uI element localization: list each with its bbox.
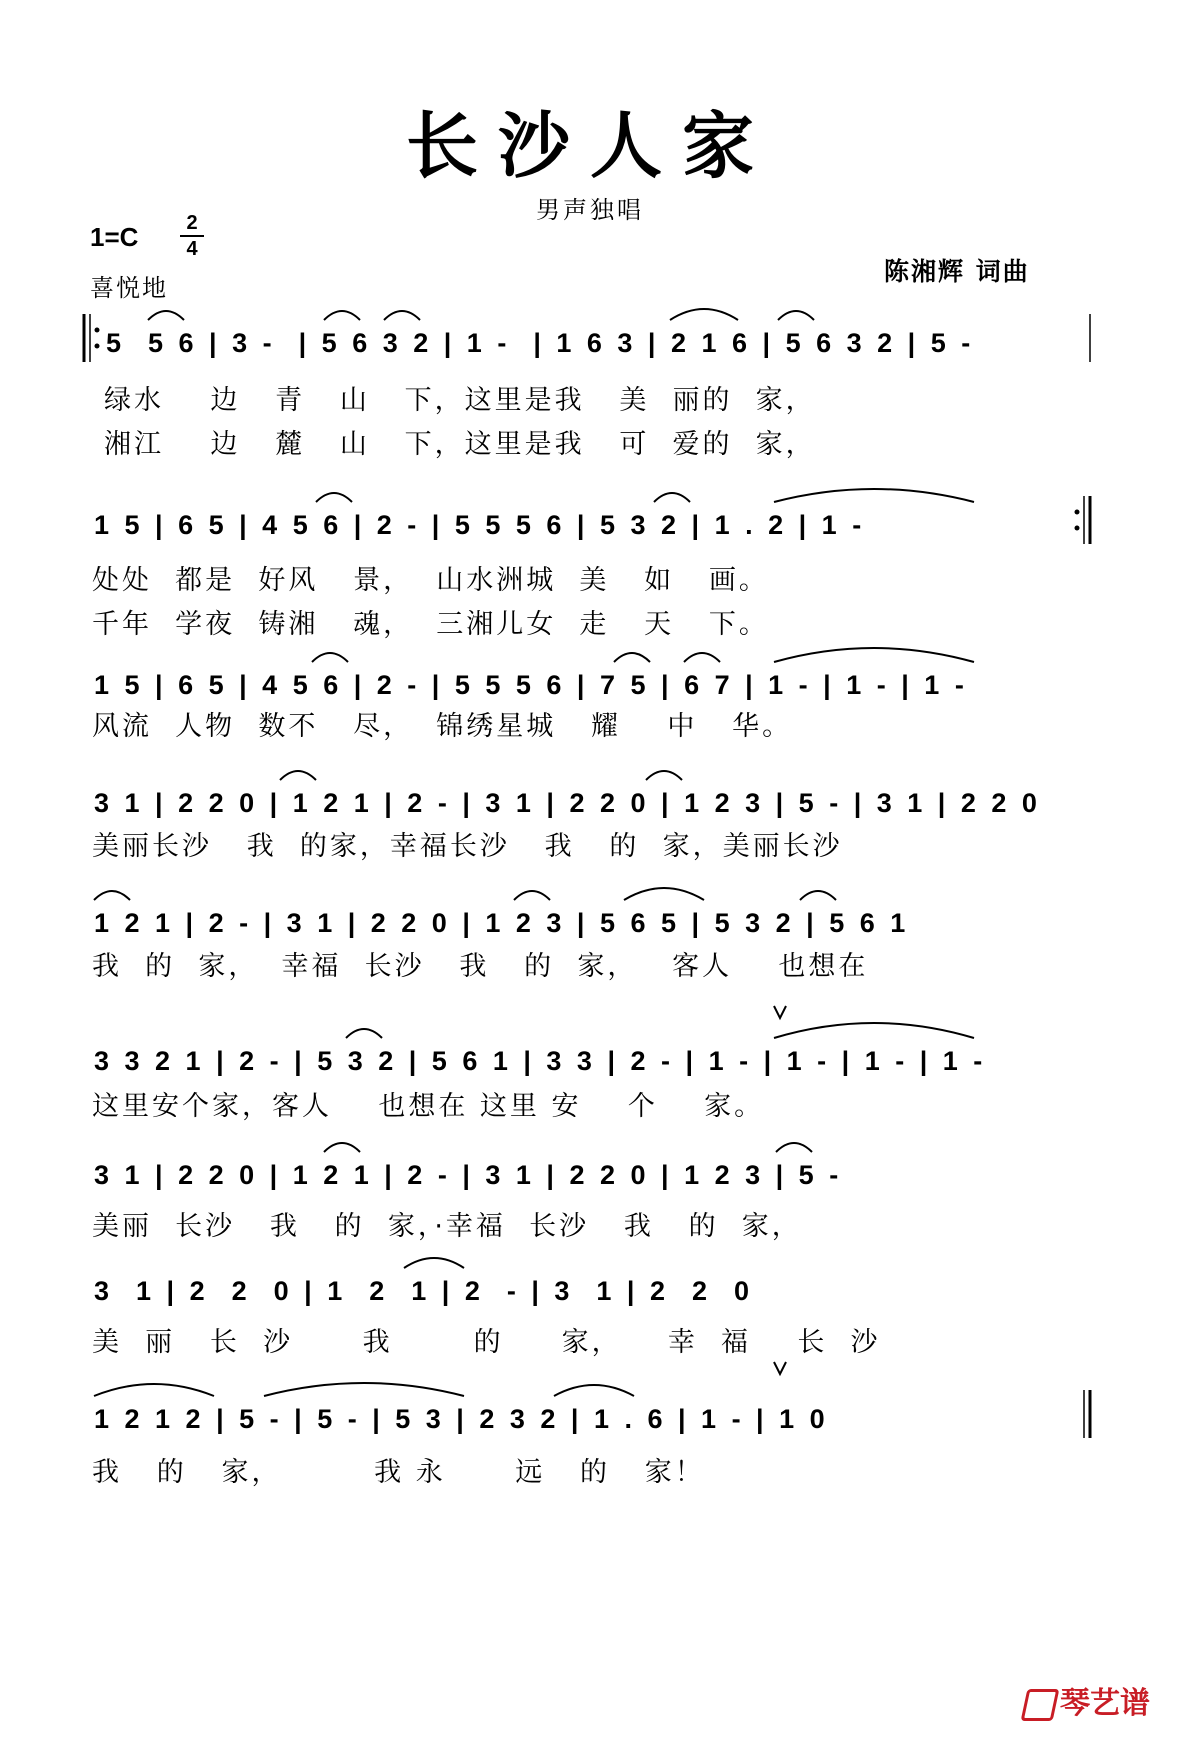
lyrics-verse1-line2: 处处 都是 好风 景， 山水洲城 美 如 画。 — [92, 565, 769, 596]
qinyipu-logo-icon — [1021, 1689, 1060, 1721]
notes-line-7: 3 1 | 2 2 0 | 1 2 1 | 2 - | 3 1 | 2 2 0 | 1 2 3 | 5 - — [94, 1160, 843, 1190]
composer-credit: 陈湘辉 词曲 — [884, 257, 1030, 286]
notes-line-8: 3 1 | 2 2 0 | 1 2 1 | 2 - | 3 1 | 2 2 0 — [94, 1276, 754, 1306]
lyrics-verse1-line1: 绿水 边 青 山 下，这里是我 美 丽的 家， — [104, 385, 816, 416]
notes-line-5: 1 2 1 | 2 - | 3 1 | 2 2 0 | 1 2 3 | 5 6 5 | 5 3 2 | 5 6 1 — [94, 908, 910, 938]
performance-type: 男声独唱 — [536, 196, 644, 224]
notes-line-6: 3 3 2 1 | 2 - | 5 3 2 | 5 6 1 | 3 3 | 2 - | 1 - | 1 - | 1 - | 1 - — [94, 1046, 987, 1076]
tempo-marking: 喜悦地 — [90, 274, 168, 302]
lyrics-line-6: 这里安个家，客人 也想在 这里 安 个 家。 — [92, 1091, 765, 1122]
notes-line-3: 1 5 | 6 5 | 4 5 6 | 2 - | 5 5 5 6 | 7 5 | 6 7 | 1 - | 1 - | 1 - — [94, 670, 968, 700]
notes-line-2: 1 5 | 6 5 | 4 5 6 | 2 - | 5 5 5 6 | 5 3 2 | 1 . 2 | 1 - — [94, 510, 866, 540]
lyrics-line-3: 风流 人物 数不 尽， 锦绣星城 耀 中 华。 — [92, 711, 793, 742]
lyrics-line-4: 美丽长沙 我 的家，幸福长沙 我 的 家，美丽长沙 — [92, 831, 843, 862]
lyrics-line-9: 我 的 家， 我 永 远 的 家！ — [92, 1457, 705, 1488]
notes-line-1: 5 5 6 | 3 - | 5 6 3 2 | 1 - | 1 6 3 | 2 1 6 | 5 6 3 2 | 5 - — [106, 328, 975, 358]
watermark-text: 琴艺谱 — [1060, 1686, 1150, 1721]
lyrics-line-8: 美 丽 长 沙 我 的 家， 幸 福 长 沙 — [92, 1327, 881, 1358]
time-top: 2 — [186, 212, 198, 234]
notes-line-9: 1 2 1 2 | 5 - | 5 - | 5 3 | 2 3 2 | 1 . 6 | 1 - | 1 0 — [94, 1404, 829, 1434]
lyrics-verse2-line1: 湘江 边 麓 山 下，这里是我 可 爱的 家， — [104, 429, 816, 460]
key-signature: 1=C — [90, 222, 139, 252]
watermark — [1024, 1678, 1150, 1722]
lyrics-line-7: 美丽 长沙 我 的 家，·幸福 长沙 我 的 家， — [92, 1211, 802, 1242]
time-signature — [178, 212, 206, 260]
notes-line-4: 3 1 | 2 2 0 | 1 2 1 | 2 - | 3 1 | 2 2 0 | 1 2 3 | 5 - | 3 1 | 2 2 0 — [94, 788, 1041, 818]
time-bottom: 4 — [186, 238, 198, 260]
song-title: 长沙人家 — [405, 103, 774, 188]
lyrics-verse2-line2: 千年 学夜 铸湘 魂， 三湘儿女 走 天 下。 — [92, 609, 769, 640]
lyrics-line-5: 我 的 家， 幸福 长沙 我 的 家， 客人 也想在 — [92, 951, 869, 982]
